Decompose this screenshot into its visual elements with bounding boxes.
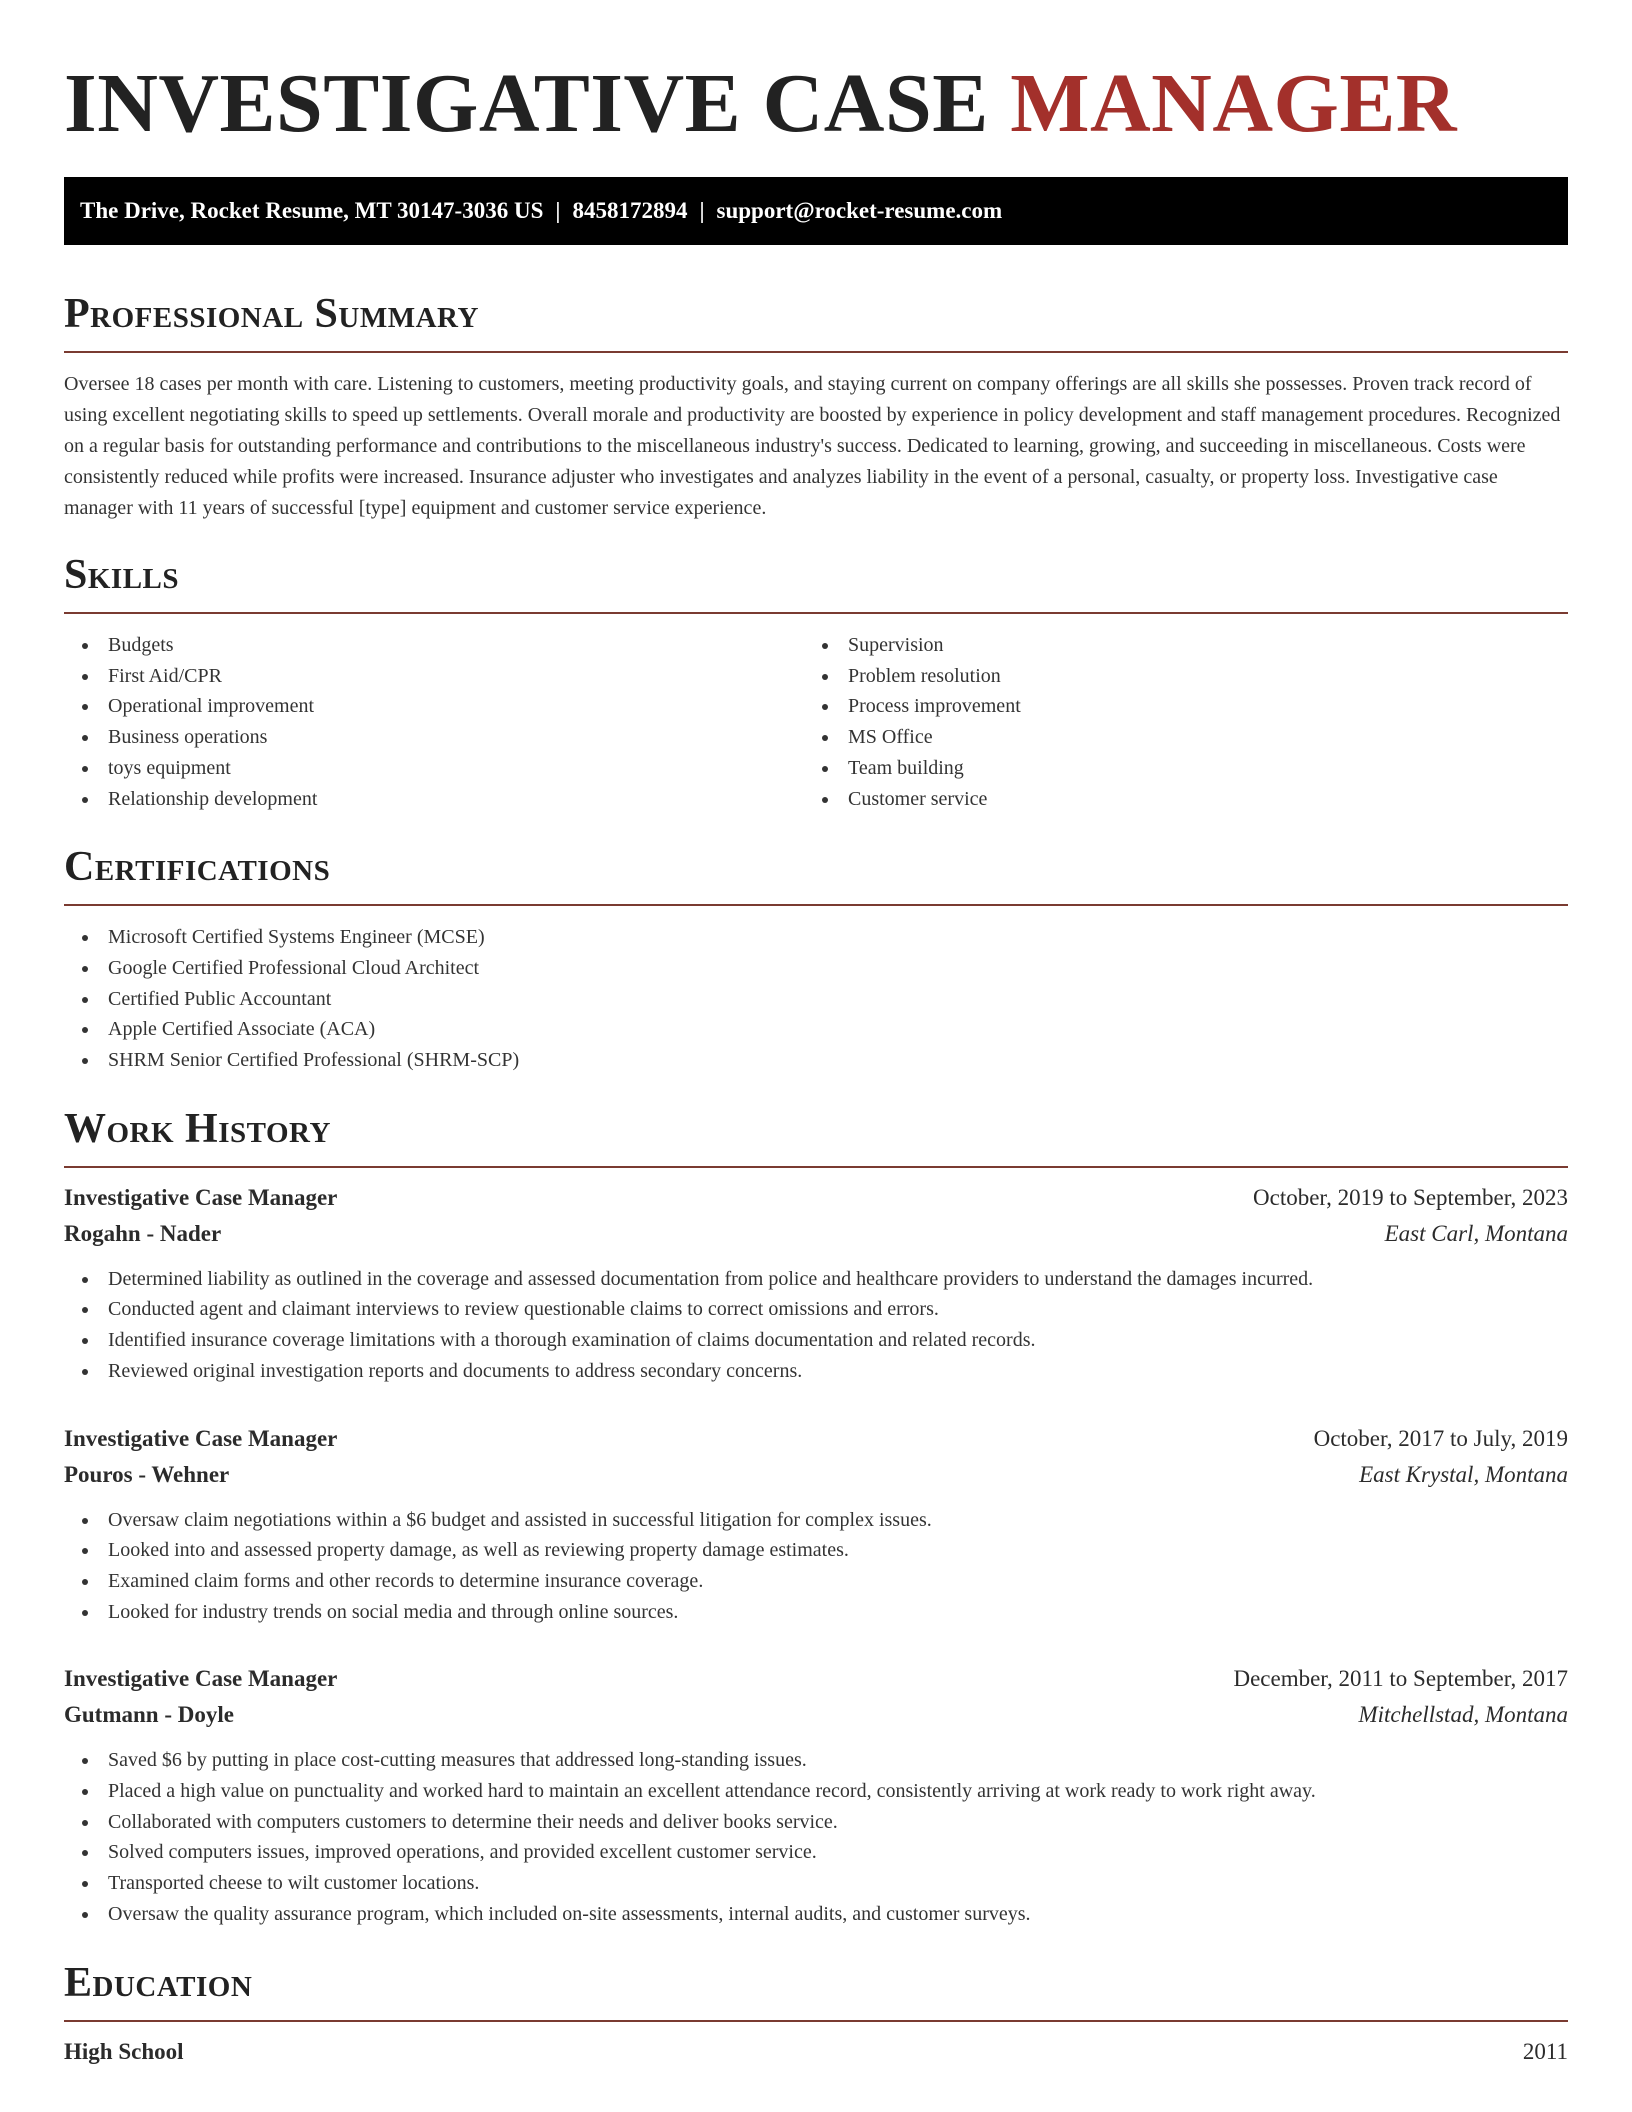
job-duty-item: Transported cheese to wilt customer locations. xyxy=(64,1868,1568,1899)
job-subheader xyxy=(64,1457,1568,1493)
certification-item: SHRM Senior Certified Professional (SHRM-SCP) xyxy=(64,1045,1568,1076)
job-company: Gutmann - Doyle xyxy=(64,1702,234,1728)
job-entry xyxy=(64,1180,1568,1387)
job-duty-item: Looked into and assessed property damage, as well as reviewing property damage estimates. xyxy=(64,1535,1568,1566)
certifications-section xyxy=(64,842,1568,1076)
job-duty-item: Identified insurance coverage limitations with a thorough examination of claims documentation and related records. xyxy=(64,1325,1568,1356)
job-duty-item: Conducted agent and claimant interviews to review questionable claims to correct omissions and errors. xyxy=(64,1294,1568,1325)
job-duty-item: Solved computers issues, improved operations, and provided excellent customer service. xyxy=(64,1837,1568,1868)
job-entry xyxy=(64,1421,1568,1628)
skills-list-left xyxy=(64,630,804,814)
job-location: Mitchellstad, Montana xyxy=(1358,1702,1568,1728)
skill-item: Business operations xyxy=(64,722,804,753)
section-divider xyxy=(64,351,1568,353)
skills-grid xyxy=(64,630,1568,814)
section-divider xyxy=(64,904,1568,906)
job-duty-item: Oversaw claim negotiations within a $6 budget and assisted in successful litigation for complex issues. xyxy=(64,1505,1568,1536)
candidate-title xyxy=(64,56,1568,152)
job-location: East Carl, Montana xyxy=(1384,1220,1568,1246)
job-entry xyxy=(64,1661,1568,1929)
contact-email[interactable]: support@rocket-resume.com xyxy=(716,198,1003,223)
job-duty-item: Reviewed original investigation reports and documents to address secondary concerns. xyxy=(64,1356,1568,1387)
job-duty-item: Looked for industry trends on social media and through online sources. xyxy=(64,1597,1568,1628)
section-divider xyxy=(64,1166,1568,1168)
skill-item: First Aid/CPR xyxy=(64,661,804,692)
job-company: Rogahn - Nader xyxy=(64,1220,222,1246)
job-dates: October, 2017 to July, 2019 xyxy=(1313,1425,1568,1451)
job-header xyxy=(64,1661,1568,1697)
education-degree: High School xyxy=(64,2038,184,2064)
skill-item: Customer service xyxy=(804,784,1544,815)
section-divider xyxy=(64,612,1568,614)
skills-section xyxy=(64,550,1568,814)
skill-item: Team building xyxy=(804,753,1544,784)
skill-item: Operational improvement xyxy=(64,691,804,722)
skill-item: Supervision xyxy=(804,630,1544,661)
contact-separator: | xyxy=(699,198,705,223)
job-duty-item: Oversaw the quality assurance program, which included on-site assessments, internal audits, and customer surveys. xyxy=(64,1899,1568,1930)
job-dates: December, 2011 to September, 2017 xyxy=(1233,1666,1568,1692)
section-title-education: Education xyxy=(64,1959,253,2006)
job-duty-item: Collaborated with computers customers to determine their needs and deliver books service. xyxy=(64,1807,1568,1838)
job-subheader xyxy=(64,1216,1568,1252)
job-duties xyxy=(64,1264,1568,1387)
job-header xyxy=(64,1180,1568,1216)
job-duty-item: Placed a high value on punctuality and worked hard to maintain an excellent attendance record, consistently arriving at work ready to work right away. xyxy=(64,1776,1568,1807)
section-title-skills: Skills xyxy=(64,552,180,598)
job-dates: October, 2019 to September, 2023 xyxy=(1253,1184,1568,1210)
skill-item: Process improvement xyxy=(804,691,1544,722)
job-duty-item: Examined claim forms and other records to determine insurance coverage. xyxy=(64,1566,1568,1597)
job-location: East Krystal, Montana xyxy=(1359,1461,1568,1487)
summary-text: Oversee 18 cases per month with care. Listening to customers, meeting productivity goals, and staying current on company offerings are all skills she possesses. Proven track record of using excellent negotiating skills to speed up settlements. Overall morale and productivity are boosted by experience in policy development and staff management procedures. Recognized on a regular basis for outstanding performance and contributions to the miscellaneous industry's success. Dedicated to learning, growing, and succeeding in miscellaneous. Costs were consistently reduced while profits were increased. Insurance adjuster who investigates and analyzes liability in the event of a personal, casualty, or property loss. Investigative case manager with 11 years of successful [type] equipment and customer service experience. xyxy=(64,373,1561,519)
education-entry xyxy=(64,2034,1568,2070)
contact-address: The Drive, Rocket Resume, MT 30147-3036 US xyxy=(80,198,544,223)
title-accent: MANAGER xyxy=(1010,57,1458,150)
job-role: Investigative Case Manager xyxy=(64,1184,338,1210)
section-title-summary: Professional Summary xyxy=(64,291,479,337)
job-duty-item: Determined liability as outlined in the coverage and assessed documentation from police and healthcare providers to understand the damages incurred. xyxy=(64,1264,1568,1295)
contact-bar xyxy=(64,177,1568,245)
skill-item: Relationship development xyxy=(64,784,804,815)
job-company: Pouros - Wehner xyxy=(64,1461,230,1487)
skills-list-right xyxy=(804,630,1544,814)
job-header xyxy=(64,1421,1568,1457)
work-history-section xyxy=(64,1104,1568,1930)
section-title-certifications: Certifications xyxy=(64,844,331,891)
resume-page xyxy=(64,0,1568,2070)
summary-section xyxy=(64,289,1568,524)
skill-item: Problem resolution xyxy=(804,661,1544,692)
education-year: 2011 xyxy=(1522,2038,1568,2064)
skill-item: MS Office xyxy=(804,722,1544,753)
education-section xyxy=(64,1958,1568,2070)
job-duty-item: Saved $6 by putting in place cost-cutting measures that addressed long-standing issues. xyxy=(64,1745,1568,1776)
job-duties xyxy=(64,1505,1568,1628)
section-title-work-history: Work History xyxy=(64,1105,331,1152)
certifications-list xyxy=(64,922,1568,1076)
job-role: Investigative Case Manager xyxy=(64,1425,338,1451)
section-divider xyxy=(64,2020,1568,2022)
skill-item: Budgets xyxy=(64,630,804,661)
job-duties xyxy=(64,1745,1568,1929)
contact-phone: 8458172894 xyxy=(572,198,688,223)
job-role: Investigative Case Manager xyxy=(64,1666,338,1692)
job-subheader xyxy=(64,1697,1568,1733)
certification-item: Google Certified Professional Cloud Architect xyxy=(64,953,1568,984)
certification-item: Apple Certified Associate (ACA) xyxy=(64,1014,1568,1045)
contact-separator: | xyxy=(555,198,561,223)
certification-item: Microsoft Certified Systems Engineer (MCSE) xyxy=(64,922,1568,953)
certification-item: Certified Public Accountant xyxy=(64,984,1568,1015)
education-header xyxy=(64,2034,1568,2070)
title-main: INVESTIGATIVE CASE xyxy=(64,57,1011,150)
skill-item: toys equipment xyxy=(64,753,804,784)
